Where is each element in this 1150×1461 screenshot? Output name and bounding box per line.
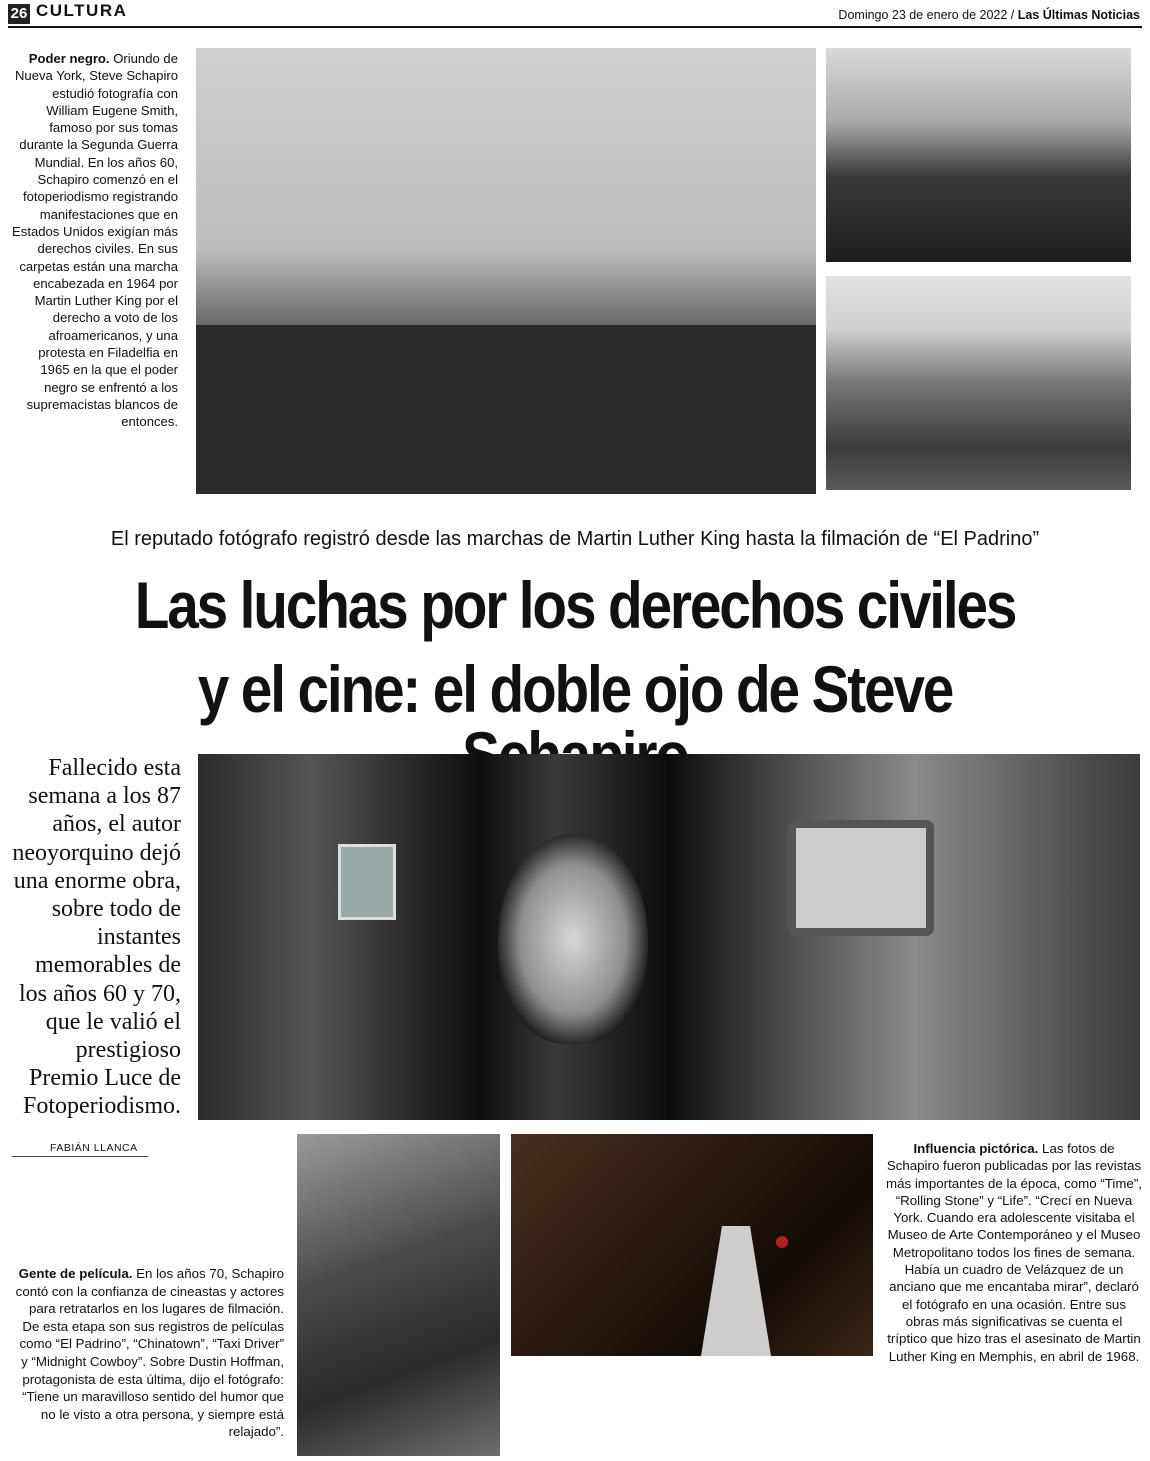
headline-line-1: Las luchas por los derechos civiles xyxy=(134,568,1016,642)
byline: FABIÁN LLANCA xyxy=(12,1142,148,1157)
photo-midnight-cowboy xyxy=(297,1134,500,1456)
headline-line-2: y el cine: el doble ojo de Steve xyxy=(197,652,953,726)
handprint xyxy=(498,834,648,1044)
publication-name: Las Últimas Noticias xyxy=(1017,8,1140,22)
caption-title: Influencia pictórica. xyxy=(913,1141,1039,1156)
sidebar-caption-poder-negro xyxy=(10,50,178,431)
photo-police-protest xyxy=(826,48,1131,262)
television xyxy=(788,820,934,936)
window xyxy=(338,844,396,920)
header-rule xyxy=(8,26,1142,28)
caption-influencia-pictorica xyxy=(886,1140,1142,1365)
lead-paragraph: Fallecido esta semana a los 87 años, el autor neoyorquino dejó una enorme obra, sobre todo de instantes memorables de los años 60 y 70, que le valió el prestigioso Premio Luce de Fotoperiodismo. xyxy=(12,755,181,1120)
march-crowd xyxy=(196,325,816,494)
caption-title: Gente de película. xyxy=(18,1266,133,1281)
photo-youths-guardrail xyxy=(826,276,1131,490)
caption-text: Oriundo de Nueva York, Steve Schapiro estudió fotografía con William Eugene Smith, famoso por sus tomas durante la Segunda Guerra Mundial. En los años 60, Schapiro comenzó en el fotoperiodismo registrando manifestaciones que en Estados Unidos exigían más derechos civiles. En sus carpetas están una marcha encabezada en 1964 por Martin Luther King por el derecho a voto de los afroamericanos, y una protesta en Filadelfia en 1965 en la que el poder negro se enfrentó a los supremacistas blancos de entonces. xyxy=(12,51,178,430)
caption-text: En los años 70, Schapiro contó con la confianza de cineastas y actores para retratarlos en los lugares de filmación. De esta etapa son sus registros de películas como “El Padrino”, “Chinatown”, “Taxi Driver” y “Midnight Cowboy”. Sobre Dustin Hoffman, protagonista de esta última, dijo el fotógrafo: “Tiene un maravilloso sentido del humor que no le visto a otra persona, y siempre está relajado”. xyxy=(15,1266,284,1440)
photo-selma-march xyxy=(196,48,816,494)
photo-el-padrino xyxy=(511,1134,873,1356)
section-label: CULTURA xyxy=(36,1,128,20)
photo-triptych-memphis xyxy=(198,754,1140,1120)
kicker: El reputado fotógrafo registró desde las marchas de Martin Luther King hasta la filmación de “El Padrino” xyxy=(110,528,1040,550)
caption-title: Poder negro. xyxy=(28,51,110,66)
date: Domingo 23 de enero de 2022 / xyxy=(838,8,1015,22)
rose xyxy=(776,1236,788,1248)
page-number: 26 xyxy=(8,4,30,24)
caption-text: Las fotos de Schapiro fueron publicadas por las revistas más importantes de la época, como “Time”, “Rolling Stone” y “Life”. “Crecí en Nueva York. Cuando era adolescente visitaba el Museo de Arte Contemporáneo y el Museo Metropolitano todos los fines de semana. Había un cuadro de Velázquez de un anciano que me encantaba mirar”, declaró el fotógrafo en una ocasión. Entre sus obras más significativas se cuenta el tríptico que hizo tras el asesinato de Martin Luther King en Memphis, en abril de 1968. xyxy=(886,1141,1142,1364)
caption-gente-de-pelicula xyxy=(14,1265,284,1441)
dateline xyxy=(838,8,1140,22)
tuxedo-shirt xyxy=(701,1226,771,1356)
